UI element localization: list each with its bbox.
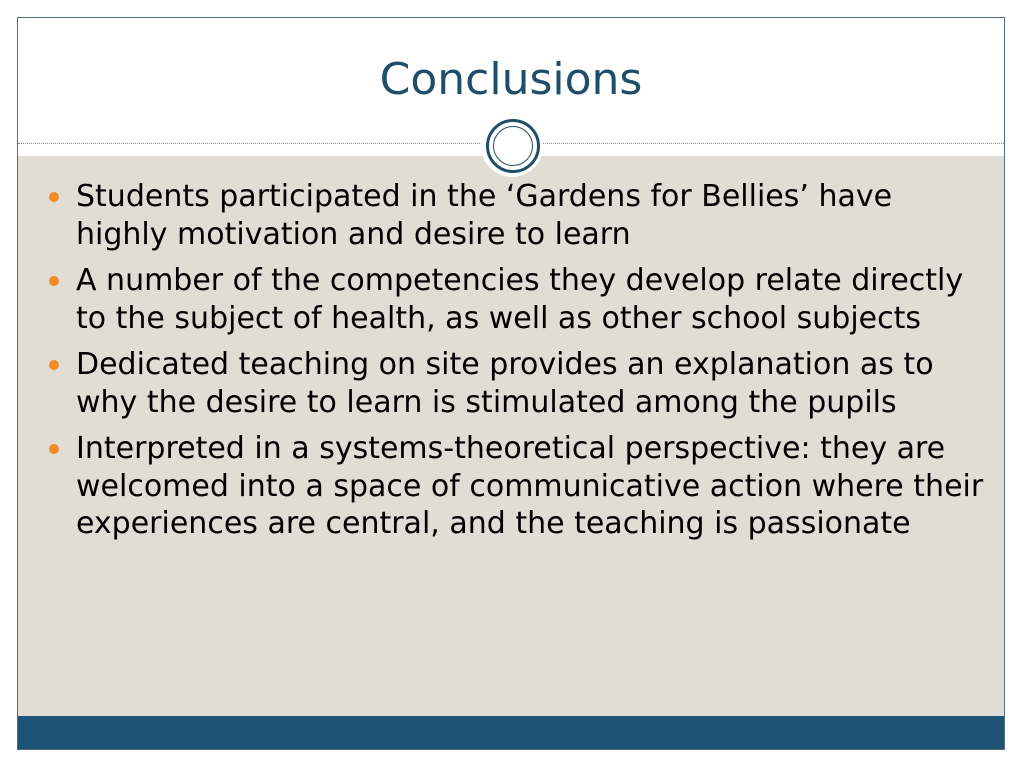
bullet-dot-icon — [49, 276, 59, 286]
bullet-dot-icon — [49, 360, 59, 370]
bullet-item — [44, 346, 984, 421]
bullet-dot-icon — [49, 444, 59, 454]
bullet-text: Students participated in the ‘Gardens for Bellies’ have highly motivation and desire to learn — [76, 179, 893, 252]
bullet-text: Interpreted in a systems-theoretical perspective: they are welcomed into a space of communicative action where their experiences are central, and the teaching is passionate — [76, 431, 984, 541]
bullet-text: A number of the competencies they develop relate directly to the subject of health, as well as other school subjects — [76, 263, 964, 336]
footer-bar — [18, 716, 1004, 750]
bullet-item — [44, 178, 984, 253]
slide — [17, 17, 1005, 750]
bullet-dot-icon — [49, 192, 59, 202]
circle-ornament-icon — [486, 119, 540, 173]
bullet-list — [44, 178, 984, 552]
bullet-text: Dedicated teaching on site provides an explanation as to why the desire to learn is stimulated among the pupils — [76, 347, 934, 420]
slide-title: Conclusions — [379, 54, 643, 105]
bullet-item — [44, 262, 984, 337]
bullet-item — [44, 430, 984, 543]
